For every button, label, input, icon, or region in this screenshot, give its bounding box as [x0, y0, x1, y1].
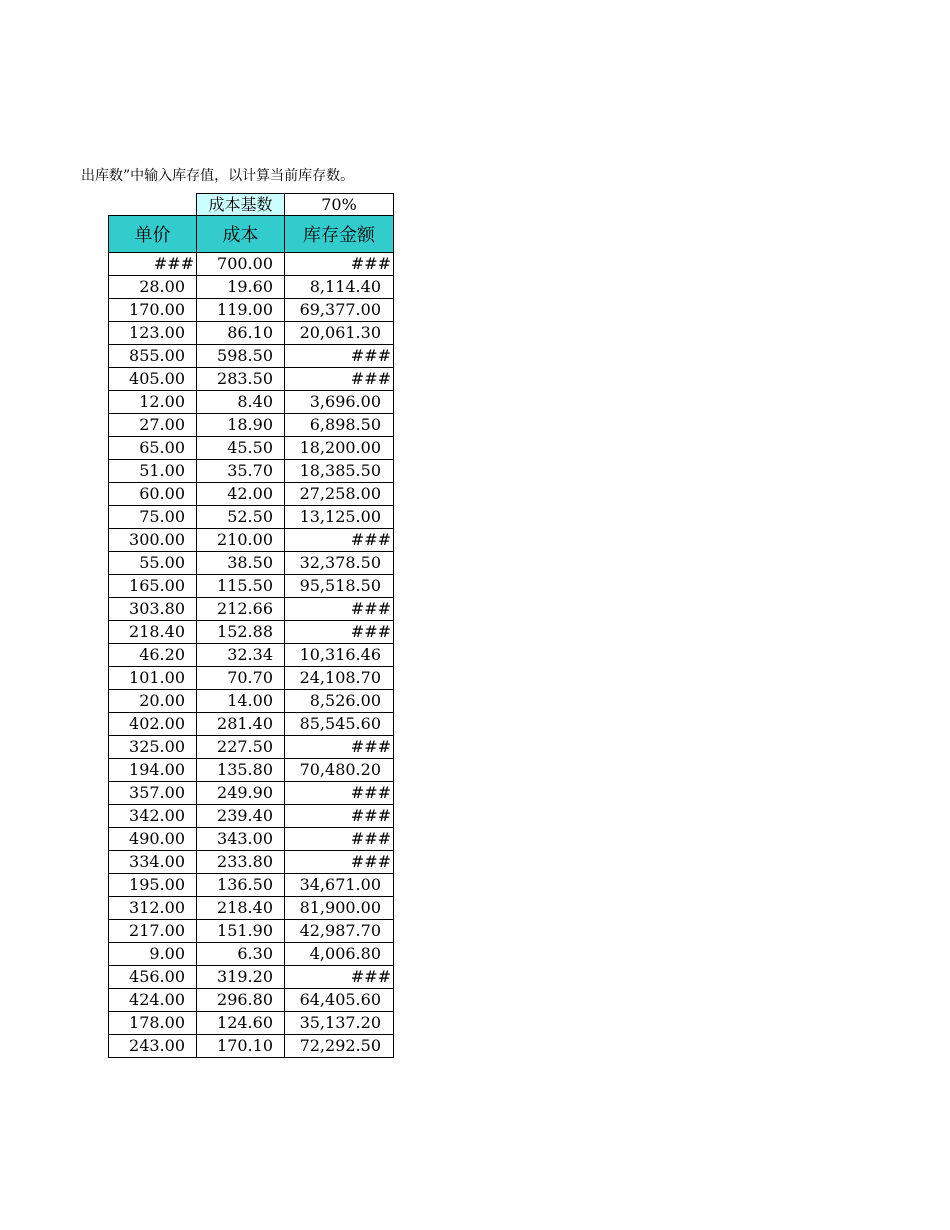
- table-row: [109, 368, 394, 391]
- cost-cell[interactable]: 124.60: [197, 1012, 285, 1035]
- stock-amount-cell[interactable]: 85,545.60: [285, 713, 394, 736]
- stock-amount-cell[interactable]: 4,006.80: [285, 943, 394, 966]
- unit-price-cell[interactable]: 312.00: [109, 897, 197, 920]
- stock-amount-cell[interactable]: 81,900.00: [285, 897, 394, 920]
- stock-amount-cell[interactable]: ###: [285, 851, 394, 874]
- unit-price-cell[interactable]: 855.00: [109, 345, 197, 368]
- table-row: [109, 828, 394, 851]
- header-cost[interactable]: 成本: [197, 216, 285, 253]
- cost-cell[interactable]: 14.00: [197, 690, 285, 713]
- unit-price-cell[interactable]: 51.00: [109, 460, 197, 483]
- table-row: [109, 1035, 394, 1058]
- cost-cell[interactable]: 152.88: [197, 621, 285, 644]
- stock-amount-cell[interactable]: 10,316.46: [285, 644, 394, 667]
- unit-price-cell[interactable]: 20.00: [109, 690, 197, 713]
- stock-amount-cell[interactable]: 70,480.20: [285, 759, 394, 782]
- unit-price-cell[interactable]: 325.00: [109, 736, 197, 759]
- cost-cell[interactable]: 32.34: [197, 644, 285, 667]
- unit-price-cell[interactable]: 303.80: [109, 598, 197, 621]
- unit-price-cell[interactable]: 165.00: [109, 575, 197, 598]
- table-row: [109, 276, 394, 299]
- table-row: [109, 759, 394, 782]
- table-row: [109, 782, 394, 805]
- cost-cell[interactable]: 45.50: [197, 437, 285, 460]
- stock-amount-cell[interactable]: ###: [285, 345, 394, 368]
- unit-price-cell[interactable]: 65.00: [109, 437, 197, 460]
- unit-price-cell[interactable]: 195.00: [109, 874, 197, 897]
- unit-price-cell[interactable]: 75.00: [109, 506, 197, 529]
- cost-cell[interactable]: 35.70: [197, 460, 285, 483]
- stock-amount-cell[interactable]: 27,258.00: [285, 483, 394, 506]
- cost-cell[interactable]: 212.66: [197, 598, 285, 621]
- table-row: [109, 667, 394, 690]
- stock-amount-cell[interactable]: ###: [285, 253, 394, 276]
- unit-price-cell[interactable]: 178.00: [109, 1012, 197, 1035]
- unit-price-cell[interactable]: 9.00: [109, 943, 197, 966]
- cost-cell[interactable]: 170.10: [197, 1035, 285, 1058]
- cost-cell[interactable]: 700.00: [197, 253, 285, 276]
- table-row: [109, 391, 394, 414]
- stock-amount-cell[interactable]: 3,696.00: [285, 391, 394, 414]
- unit-price-cell[interactable]: 60.00: [109, 483, 197, 506]
- cost-cell[interactable]: 115.50: [197, 575, 285, 598]
- cost-cell[interactable]: 8.40: [197, 391, 285, 414]
- unit-price-cell[interactable]: 357.00: [109, 782, 197, 805]
- stock-amount-cell[interactable]: ###: [285, 598, 394, 621]
- table-row: [109, 414, 394, 437]
- cost-cell[interactable]: 70.70: [197, 667, 285, 690]
- unit-price-cell[interactable]: 424.00: [109, 989, 197, 1012]
- unit-price-cell[interactable]: 55.00: [109, 552, 197, 575]
- cost-cell[interactable]: 319.20: [197, 966, 285, 989]
- header-row: [109, 216, 394, 253]
- table-row: [109, 575, 394, 598]
- table-row: [109, 483, 394, 506]
- table-row: [109, 322, 394, 345]
- table-row: [109, 920, 394, 943]
- table-row: [109, 644, 394, 667]
- unit-price-cell[interactable]: 218.40: [109, 621, 197, 644]
- stock-amount-cell[interactable]: ###: [285, 966, 394, 989]
- table-row: [109, 851, 394, 874]
- stock-amount-cell[interactable]: ###: [285, 828, 394, 851]
- unit-price-cell[interactable]: ###: [109, 253, 197, 276]
- stock-amount-cell[interactable]: 34,671.00: [285, 874, 394, 897]
- table-row: [109, 989, 394, 1012]
- cost-cell[interactable]: 210.00: [197, 529, 285, 552]
- unit-price-cell[interactable]: 456.00: [109, 966, 197, 989]
- cost-cell[interactable]: 38.50: [197, 552, 285, 575]
- unit-price-cell[interactable]: 123.00: [109, 322, 197, 345]
- cost-cell[interactable]: 151.90: [197, 920, 285, 943]
- blank-cell: [109, 194, 197, 216]
- unit-price-cell[interactable]: 217.00: [109, 920, 197, 943]
- unit-price-cell[interactable]: 46.20: [109, 644, 197, 667]
- cost-cell[interactable]: 52.50: [197, 506, 285, 529]
- table-row: [109, 690, 394, 713]
- instruction-note: 出库数”中输入库存值，以计算当前库存数。: [81, 168, 355, 184]
- cost-cell[interactable]: 18.90: [197, 414, 285, 437]
- header-stock-amount[interactable]: 库存金额: [285, 216, 394, 253]
- table-row: [109, 897, 394, 920]
- cost-cell[interactable]: 598.50: [197, 345, 285, 368]
- table-row: [109, 460, 394, 483]
- cost-base-value[interactable]: 70%: [285, 194, 394, 216]
- header-unit-price[interactable]: 单价: [109, 216, 197, 253]
- inventory-table: [108, 193, 394, 1058]
- stock-amount-cell[interactable]: 95,518.50: [285, 575, 394, 598]
- cost-cell[interactable]: 86.10: [197, 322, 285, 345]
- stock-amount-cell[interactable]: 64,405.60: [285, 989, 394, 1012]
- cost-cell[interactable]: 19.60: [197, 276, 285, 299]
- unit-price-cell[interactable]: 170.00: [109, 299, 197, 322]
- unit-price-cell[interactable]: 27.00: [109, 414, 197, 437]
- cost-cell[interactable]: 119.00: [197, 299, 285, 322]
- cost-cell[interactable]: 233.80: [197, 851, 285, 874]
- cost-cell[interactable]: 6.30: [197, 943, 285, 966]
- stock-amount-cell[interactable]: ###: [285, 529, 394, 552]
- cost-base-row: [109, 194, 394, 216]
- cost-cell[interactable]: 218.40: [197, 897, 285, 920]
- table-row: [109, 598, 394, 621]
- table-row: [109, 506, 394, 529]
- unit-price-cell[interactable]: 402.00: [109, 713, 197, 736]
- cost-cell[interactable]: 136.50: [197, 874, 285, 897]
- stock-amount-cell[interactable]: 35,137.20: [285, 1012, 394, 1035]
- table-row: [109, 552, 394, 575]
- cost-cell[interactable]: 135.80: [197, 759, 285, 782]
- stock-amount-cell[interactable]: 13,125.00: [285, 506, 394, 529]
- unit-price-cell[interactable]: 101.00: [109, 667, 197, 690]
- stock-amount-cell[interactable]: ###: [285, 782, 394, 805]
- unit-price-cell[interactable]: 194.00: [109, 759, 197, 782]
- stock-amount-cell[interactable]: ###: [285, 621, 394, 644]
- table-row: [109, 437, 394, 460]
- cost-cell[interactable]: 42.00: [197, 483, 285, 506]
- stock-amount-cell[interactable]: 6,898.50: [285, 414, 394, 437]
- table-row: [109, 299, 394, 322]
- unit-price-cell[interactable]: 12.00: [109, 391, 197, 414]
- cost-cell[interactable]: 343.00: [197, 828, 285, 851]
- cost-cell[interactable]: 296.80: [197, 989, 285, 1012]
- stock-amount-cell[interactable]: 69,377.00: [285, 299, 394, 322]
- table-row: [109, 943, 394, 966]
- table-row: [109, 736, 394, 759]
- stock-amount-cell[interactable]: 8,526.00: [285, 690, 394, 713]
- unit-price-cell[interactable]: 490.00: [109, 828, 197, 851]
- stock-amount-cell[interactable]: 20,061.30: [285, 322, 394, 345]
- table-row: [109, 1012, 394, 1035]
- table-row: [109, 253, 394, 276]
- table-row: [109, 874, 394, 897]
- table-row: [109, 621, 394, 644]
- table-row: [109, 966, 394, 989]
- cost-cell[interactable]: 283.50: [197, 368, 285, 391]
- cost-cell[interactable]: 239.40: [197, 805, 285, 828]
- stock-amount-cell[interactable]: 8,114.40: [285, 276, 394, 299]
- unit-price-cell[interactable]: 243.00: [109, 1035, 197, 1058]
- stock-amount-cell[interactable]: ###: [285, 736, 394, 759]
- stock-amount-cell[interactable]: 18,200.00: [285, 437, 394, 460]
- stock-amount-cell[interactable]: 72,292.50: [285, 1035, 394, 1058]
- cost-cell[interactable]: 249.90: [197, 782, 285, 805]
- stock-amount-cell[interactable]: ###: [285, 805, 394, 828]
- unit-price-cell[interactable]: 334.00: [109, 851, 197, 874]
- unit-price-cell[interactable]: 28.00: [109, 276, 197, 299]
- unit-price-cell[interactable]: 405.00: [109, 368, 197, 391]
- table-row: [109, 713, 394, 736]
- unit-price-cell[interactable]: 300.00: [109, 529, 197, 552]
- table-row: [109, 529, 394, 552]
- table-row: [109, 805, 394, 828]
- stock-amount-cell[interactable]: 18,385.50: [285, 460, 394, 483]
- stock-amount-cell[interactable]: 24,108.70: [285, 667, 394, 690]
- cost-cell[interactable]: 281.40: [197, 713, 285, 736]
- cost-base-label[interactable]: 成本基数: [197, 194, 285, 216]
- unit-price-cell[interactable]: 342.00: [109, 805, 197, 828]
- table-row: [109, 345, 394, 368]
- stock-amount-cell[interactable]: 42,987.70: [285, 920, 394, 943]
- stock-amount-cell[interactable]: 32,378.50: [285, 552, 394, 575]
- stock-amount-cell[interactable]: ###: [285, 368, 394, 391]
- cost-cell[interactable]: 227.50: [197, 736, 285, 759]
